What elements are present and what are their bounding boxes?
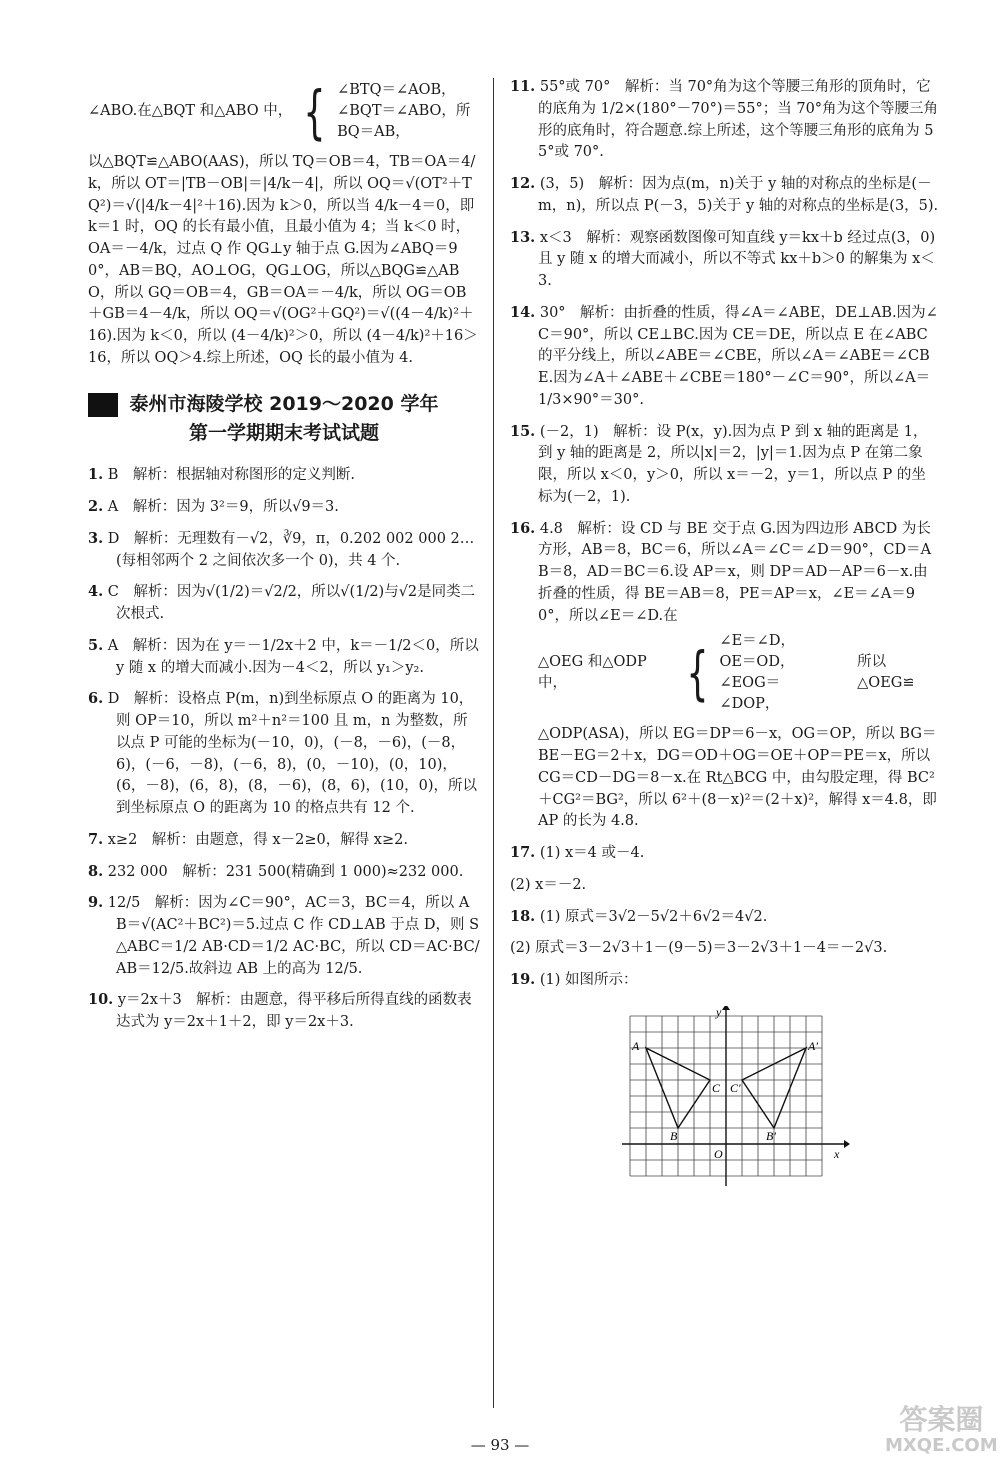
system-line: ∠BTQ＝∠AOB， (337, 82, 456, 98)
answer-item (510, 302, 940, 412)
brace-icon: { (685, 639, 709, 708)
answer-number: 13. (510, 228, 536, 246)
watermark-en: MXQE.COM (885, 1434, 998, 1456)
label-B: B (670, 1128, 678, 1143)
proof-paragraph: △ODP(ASA)，所以 EG＝DP＝6－x，OG＝OP，所以 BG＝BE－EG＝2＋x，DG＝OD＋OG＝OE＋OP＝PE＝x，所以 CG＝CD－DG＝8－x.在 Rt△BCG 中，由勾股定理，得 BC²＋CG²＝BG²，所以 6²＋(8－x)²＝(2＋x)²，解得 x＝4.8，即 AP 的长为 4.8. (538, 726, 937, 830)
answer-number: 14. (510, 303, 536, 321)
answer-text: D 解析：无理数有－√2，∛9，π，0.202 002 000 2…(每相邻两个 2 之间依次多一个 0)，共 4 个. (107, 530, 475, 569)
answer-item (510, 421, 940, 509)
answer-number: 12. (510, 175, 536, 192)
answer-item (88, 861, 480, 884)
answer-text: 55°或 70° 解析：当 70°角为这个等腰三角形的顶角时，它的底角为 1/2×(180°－70°)＝55°；当 70°角为这个等腰三角形的底角时，符合题意.综上所述，这个等腰三角形的底角为 55°或 70°. (538, 79, 939, 161)
answer-text: D 解析：设格点 P(m，n)到坐标原点 O 的距离为 10，则 OP＝10，所以 m²＋n²＝100 且 m，n 为整数，所以点 P 可能的坐标为(－10，0)，(－8，－6)，(－8，6)，(－6，－8)，(－6，8)，(0，－10)，(0，10)，(6，－8)，(6，8)，(8，－6)，(8，6)，(10，0)，所以到坐标原点 O 的距离为 10 的格点共有 12 个. (107, 691, 478, 817)
coordinate-grid-svg (620, 1006, 850, 1196)
answer-item (510, 76, 940, 164)
right-column (510, 76, 940, 1204)
system-1-lines (337, 80, 470, 143)
answer-text: 12/5 解析：因为∠C＝90°，AC＝3，BC＝4，所以 AB＝√(AC²＋BC²)＝5.过点 C 作 CD⊥AB 于点 D，则 S△ABC＝1/2 AB·CD＝1/2 AC·BC，所以 CD＝AC·BC/AB＝12/5.故斜边 AB 上的高为 12/5. (107, 895, 480, 977)
answer-text: A 解析：因为 3²＝9，所以√9＝3. (107, 499, 339, 516)
page-number: — 93 — (470, 1436, 530, 1454)
label-y: y (716, 1005, 722, 1019)
answer-item (510, 874, 940, 897)
answer-text: 4.8 解析：设 CD 与 BE 交于点 G.因为四边形 ABCD 为长方形，AB＝8，BC＝6，所以∠A＝∠C＝∠D＝90°，CD＝AB＝8，AD＝BC＝6.设 AP＝x，则 DP＝AD－AP＝6－x.由折叠的性质，得 BE＝AB＝8，PE＝AP＝x，∠E＝∠A＝90°，所以∠E＝∠D.在 (538, 520, 932, 624)
section-title-line-1: 泰州市海陵学校 2019～2020 学年 (129, 392, 439, 415)
label-A-prime: A′ (808, 1038, 818, 1053)
answer-item (88, 635, 480, 680)
answer-item (510, 518, 940, 628)
label-A: A (632, 1038, 640, 1053)
system-1-lead: ∠ABO.在△BQT 和△ABO 中， (88, 102, 293, 119)
answer-item (88, 528, 480, 573)
triangle-system-2 (510, 631, 940, 715)
left-column (88, 76, 480, 1043)
label-O: O (714, 1146, 723, 1161)
answer-number: 19. (510, 971, 536, 989)
answer-item (510, 969, 940, 992)
system-2-lines (719, 631, 835, 715)
answer-item (88, 829, 480, 852)
answer-number: 16. (510, 519, 536, 537)
answer-item (510, 937, 940, 960)
y-axis-arrow-icon (722, 1006, 730, 1010)
answer-text: (1) x＝4 或－4. (539, 845, 645, 862)
answer-text: (3，5) 解析：因为点(m，n)关于 y 轴的对称点的坐标是(－m，n)，所以点 P(－3，5)关于 y 轴的对称点的坐标是(3，5). (538, 176, 939, 214)
answer-text: x≥2 解析：由题意，得 x－2≥0，解得 x≥2. (107, 831, 408, 848)
answer-text: (1) 原式＝3√2－5√2＋6√2＝4√2. (539, 908, 768, 925)
answer-number: 3. (88, 529, 104, 547)
answer-number: 15. (510, 422, 536, 440)
answer-item (510, 906, 940, 929)
watermark-cn: 答案圈 (899, 1403, 984, 1436)
column-divider (493, 78, 494, 1408)
answer-number: 10. (88, 991, 114, 1009)
answer-number: 7. (88, 830, 104, 848)
triangle-system-1 (88, 77, 480, 146)
system-2-lead: △OEG 和△ODP 中， (538, 653, 647, 692)
answer-number: 17. (510, 844, 536, 862)
answer-item (510, 173, 940, 218)
section-title-line-2: 第一学期期末考试试题 (188, 421, 379, 444)
watermark-logo (885, 1405, 998, 1456)
answer-item (510, 842, 940, 865)
answer-item (88, 989, 480, 1034)
answer-text: C 解析：因为√(1/2)＝√2/2，所以√(1/2)与√2是同类二次根式. (107, 584, 476, 623)
system-line: ∠EOG＝∠DOP， (719, 675, 781, 713)
label-x: x (834, 1146, 840, 1161)
answer-text: (1) 如图所示： (539, 972, 638, 989)
answer-number: 11. (510, 78, 536, 95)
answer-item (88, 581, 480, 626)
answer-item (88, 892, 480, 980)
proof-paragraph: 以△BQT≌△ABO(AAS)，所以 TQ＝OB＝4，TB＝OA＝4/k，所以 OT＝|TB－OB|＝|4/k－4|，所以 OQ＝√(OT²＋TQ²)＝√(|4/k－4|²＋16).因为 k＞0，所以当 4/k－4＝0，即 k＝1 时，OQ 的长有最小值，且最小值为 4；当 k＜0 时，OA＝－4/k，过点 Q 作 QG⊥y 轴于点 G.因为∠ABQ＝90°，AB＝BQ，AO⊥OG，QG⊥OG，所以△BQG≌△ABO，所以 GQ＝OB＝4，GB＝OA＝－4/k，所以 OG＝OB＋GB＝4－4/k，所以 OQ＝√(OG²＋GQ²)＝√((4－4/k)²＋16).因为 k＜0，所以 (4－4/k)²＞0，所以 (4－4/k)²＋16＞16，所以 OQ＞4.综上所述，OQ 长的最小值为 4. (88, 154, 478, 366)
answer-number: 6. (88, 690, 104, 708)
answer-text: B 解析：根据轴对称图形的定义判断. (107, 467, 356, 484)
answer-text: (－2，1) 解析：设 P(x，y).因为点 P 到 x 轴的距离是 1，到 y 轴的距离是 2，所以|x|＝2，|y|＝1.因为点 P 在第二象限，所以 x＜0，y＞0，所以 x＝－2，y＝1，所以点 P 的坐标为(－2，1). (538, 423, 928, 505)
label-C-prime: C′ (730, 1080, 741, 1095)
x-axis-arrow-icon (844, 1140, 850, 1148)
section-marker-icon (88, 393, 118, 417)
label-B-prime: B′ (766, 1128, 776, 1143)
answer-text: A 解析：因为在 y＝－1/2x＋2 中，k＝－1/2＜0，所以 y 随 x 的增大而减小.因为－4＜2，所以 y₁＞y₂. (107, 637, 479, 676)
answer-text: x＜3 解析：观察函数图像可知直线 y＝kx＋b 经过点(3，0)且 y 随 x 的增大而减小，所以不等式 kx＋b＞0 的解集为 x＜3. (538, 229, 936, 289)
answer-number: 5. (88, 636, 104, 654)
system-2-tail: 所以△OEG≌ (857, 653, 915, 692)
answer-item (88, 688, 480, 820)
answer-number: 18. (510, 907, 536, 925)
system-line: OE＝OD， (719, 654, 795, 671)
system-line: ∠BQT＝∠ABO，所 (337, 103, 471, 120)
answer-number: 8. (88, 862, 104, 880)
answer-text: y＝2x＋3 解析：由题意，得平移后所得直线的函数表达式为 y＝2x＋1＋2，即 y＝2x＋3. (116, 992, 472, 1031)
answer-text: 30° 解析：由折叠的性质，得∠A＝∠ABE，DE⊥AB.因为∠C＝90°，所以 CE⊥BC.因为 CE＝DE，所以点 E 在∠ABC 的平分线上，所以∠ABE＝∠CBE，所以∠A＝∠ABE＝∠CBE.因为∠A＋∠ABE＋∠CBE＝180°－∠C＝90°，所以∠A＝1/3×90°＝30°. (538, 304, 938, 408)
section-heading (88, 390, 480, 449)
answer-item (88, 464, 480, 487)
answer-number: 1. (88, 466, 104, 484)
system-line: BQ＝AB， (337, 124, 410, 141)
answer-number: 2. (88, 498, 104, 516)
system-line: ∠E＝∠D， (719, 633, 795, 650)
brace-icon: { (303, 77, 326, 146)
answer-number: 9. (88, 894, 104, 912)
answer-item (510, 227, 940, 293)
answer-text: 232 000 解析：231 500(精确到 1 000)≈232 000. (107, 863, 464, 880)
answer-number: 4. (88, 583, 104, 601)
answer-text: (2) 原式＝3－2√3＋1－(9－5)＝3－2√3＋1－4＝－2√3. (510, 940, 888, 957)
answer-item (88, 496, 480, 519)
coordinate-figure (620, 1006, 940, 1204)
label-C: C (712, 1080, 721, 1095)
answer-text: (2) x＝－2. (510, 876, 587, 893)
